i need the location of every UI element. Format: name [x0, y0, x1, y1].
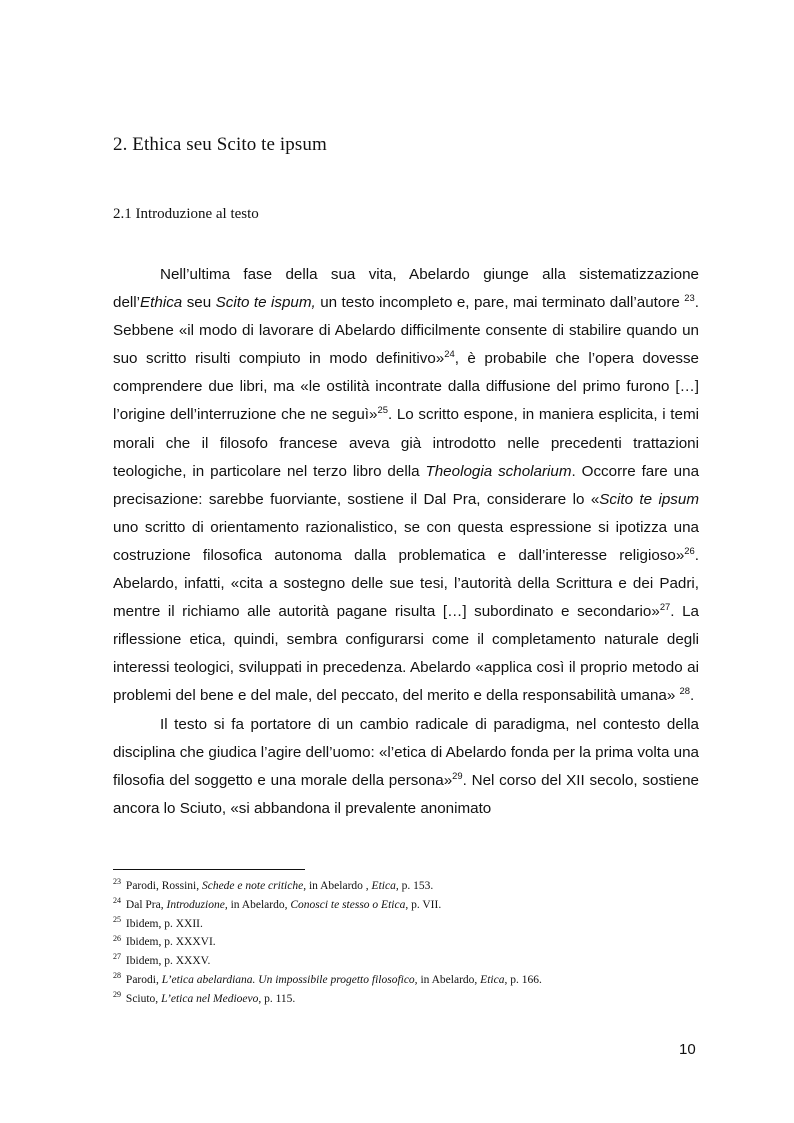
- text-run: seu: [182, 294, 216, 312]
- text-run: p. 153.: [398, 880, 434, 892]
- footnote-ref: 26: [684, 544, 695, 556]
- paragraph: [113, 711, 699, 823]
- footnote-ref: 25: [113, 914, 122, 924]
- footnote: [113, 933, 703, 952]
- footnote-ref: 24: [444, 348, 455, 360]
- footnotes: [113, 877, 703, 1009]
- footnote: [113, 915, 703, 934]
- text-run: uno scritto di orientamento razionalistico, se con questa espressione si ipotizza una costruzione filosofica autonoma dalla problematica e dall’interesse religioso»: [113, 518, 699, 564]
- footnote: [113, 990, 703, 1009]
- italic-text: Ethica: [140, 294, 183, 312]
- footnote-ref: 27: [659, 601, 671, 613]
- italic-text: Conosci te stesso o Etica: [290, 898, 406, 911]
- italic-text: L’etica nel Medioevo: [161, 992, 259, 1005]
- text-run: Parodi, Rossini,: [123, 880, 202, 892]
- text-run: Dal Pra,: [123, 898, 167, 911]
- text-run: , p. 115.: [258, 992, 296, 1005]
- paragraph: [113, 261, 699, 711]
- italic-text: L’etica abelardiana. Un impossibile progetto filosofico,: [161, 973, 418, 986]
- footnote-ref: 29: [113, 989, 122, 999]
- footnote-ref: 23: [684, 292, 695, 304]
- footnote-ref: 29: [452, 769, 463, 781]
- page-number: 10: [679, 1041, 696, 1058]
- text-run: Nell’ultima fase della sua vita, Abelardo giunge alla sistematizzazione dell’: [113, 266, 699, 312]
- text-run: Ibidem, p. XXXV.: [123, 955, 211, 968]
- text-run: in Abelardo,: [227, 898, 291, 911]
- footnote: [113, 952, 703, 971]
- footnote-ref: 28: [113, 971, 122, 981]
- footnote: [113, 896, 703, 915]
- footnote-ref: 27: [113, 952, 122, 962]
- text-run: Sciuto,: [123, 992, 162, 1005]
- text-run: , p. 166.: [504, 973, 542, 986]
- text-run: in Abelardo,: [417, 973, 481, 986]
- section-title: 2.1 Introduzione al testo: [113, 206, 259, 222]
- italic-text: Theologia scholarium: [425, 462, 572, 480]
- text-run: un testo incompleto e, pare, mai terminato dall’autore: [315, 294, 685, 312]
- text-run: . Nel corso del XII secolo, sostiene ancora lo Sciuto, «si abbandona il prevalente anonimato: [113, 771, 699, 817]
- text-run: . Lo scritto espone, in maniera esplicita, i temi morali che il filosofo francese aveva già introdotto nelle precedenti trattazioni teologiche, in particolare nel terzo libro della: [113, 406, 699, 480]
- text-run: .: [689, 687, 695, 705]
- footnote-ref: 28: [679, 685, 690, 697]
- footnote-ref: 25: [377, 404, 388, 416]
- text-run: . La riflessione etica, quindi, sembra configurarsi come il completamento naturale degli interessi teologici, sviluppati in precedenza. Abelardo «applica così il proprio metodo ai problemi del bene e del male, del peccato, del merito e della responsabilità umana»: [113, 603, 699, 705]
- text-run: , è probabile che l’opera dovesse comprendere due libri, ma «le ostilità incontrate dalla diffusione del primo furono […] l’origine dell’interruzione che ne seguì»: [113, 350, 699, 424]
- italic-text: Etica,: [371, 880, 399, 892]
- footnote: [113, 971, 703, 990]
- italic-text: Etica: [480, 973, 505, 986]
- italic-text: Scito te ispum,: [215, 294, 316, 312]
- italic-text: Scito te ipsum: [599, 490, 699, 508]
- footnote: [113, 877, 703, 896]
- text-run: . Abelardo, infatti, «cita a sostegno delle sue tesi, l’autorità della Scrittura e dei Padri, mentre il richiamo alle autorità pagane risulta […] subordinato e secondario»: [113, 546, 699, 621]
- text-run: . Sebbene «il modo di lavorare di Abelardo difficilmente consente di stabilire quando un suo scritto risulti compiuto in modo definitivo»: [113, 294, 699, 368]
- body-text: [113, 261, 699, 823]
- text-run: , in Abelardo ,: [303, 880, 372, 892]
- footnote-ref: 23: [113, 877, 122, 887]
- italic-text: Introduzione,: [166, 898, 228, 911]
- footnote-separator: [113, 869, 305, 870]
- footnote-ref: 24: [113, 895, 122, 905]
- text-run: . Occorre fare una precisazione: sarebbe fuorviante, sostiene il Dal Pra, considerare lo «: [113, 462, 700, 508]
- footnote-ref: 26: [113, 933, 122, 943]
- chapter-title: 2. Ethica seu Scito te ipsum: [113, 134, 327, 155]
- text-run: Il testo si fa portatore di un cambio radicale di paradigma, nel contesto della disciplina che giudica l’agire dell’uomo: «l’etica di Abelardo fonda per la prima volta una filosofia del soggetto e una morale della persona»: [113, 715, 699, 789]
- text-run: Parodi,: [123, 973, 162, 986]
- text-run: Ibidem, p. XXII.: [123, 917, 203, 930]
- italic-text: Schede e note critiche: [201, 880, 304, 892]
- text-run: Ibidem, p. XXXVI.: [123, 936, 216, 949]
- text-run: , p. VII.: [405, 898, 442, 911]
